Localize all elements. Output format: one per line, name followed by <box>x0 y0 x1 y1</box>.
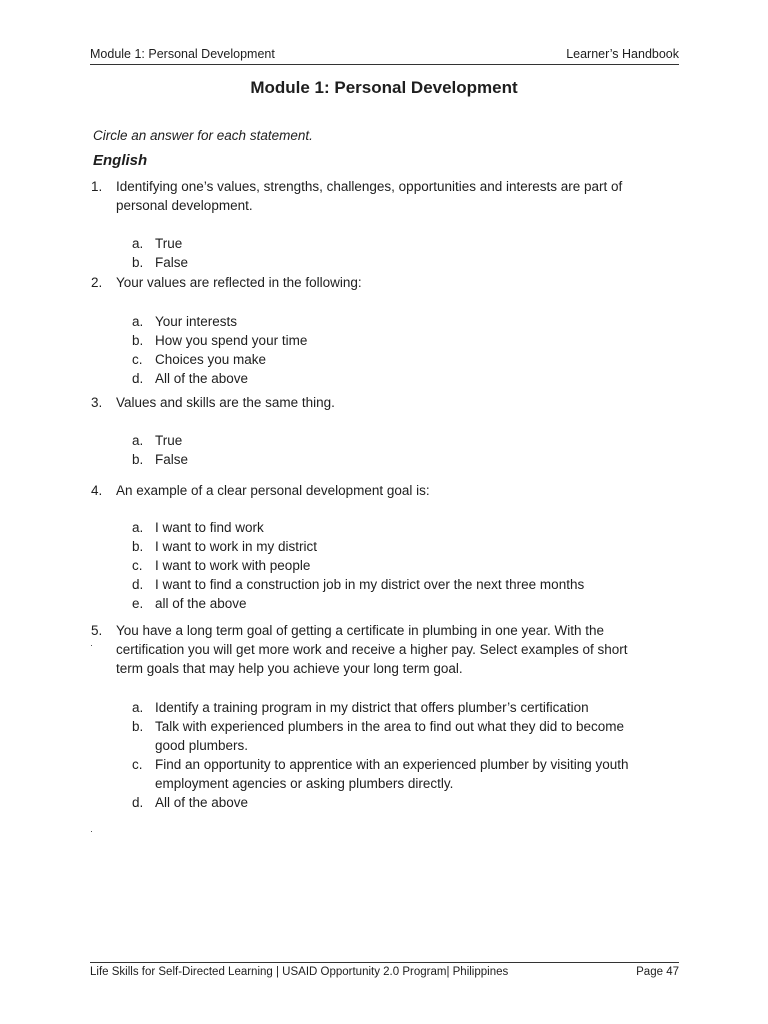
option-text: Your interests <box>155 314 238 329</box>
question-number: 1. <box>91 179 103 194</box>
option-letter: a. <box>132 314 144 329</box>
option-item[interactable] <box>132 350 652 369</box>
option-letter: a. <box>132 520 144 535</box>
question-1-options <box>132 234 652 272</box>
question-2-options <box>132 312 652 388</box>
option-item[interactable] <box>132 793 652 812</box>
stray-mark: · <box>90 826 93 836</box>
option-item[interactable] <box>132 698 652 717</box>
option-letter: d. <box>132 577 144 592</box>
question-text: You have a long term goal of getting a certificate in plumbing in one year. With the certification you will get more work and receive a higher pay. Select examples of short term goals that may help you achieve your long term goal. <box>116 623 628 676</box>
option-letter: b. <box>132 452 144 467</box>
option-text: I want to find a construction job in my district over the next three months <box>155 577 585 592</box>
question-5-options <box>132 698 652 812</box>
question-2 <box>91 273 651 292</box>
option-letter: b. <box>132 333 144 348</box>
option-item[interactable] <box>132 575 652 594</box>
option-item[interactable] <box>132 253 652 272</box>
option-text: True <box>155 433 183 448</box>
question-4 <box>91 481 651 500</box>
option-letter: a. <box>132 700 144 715</box>
option-item[interactable] <box>132 518 652 537</box>
option-letter: e. <box>132 596 144 611</box>
question-text: Identifying one’s values, strengths, challenges, opportunities and interests are part of personal development. <box>116 179 623 213</box>
option-text: I want to work with people <box>155 558 311 573</box>
option-text: False <box>155 452 189 467</box>
option-text: False <box>155 255 189 270</box>
option-text: Choices you make <box>155 352 267 367</box>
option-item[interactable] <box>132 594 652 613</box>
footer-program-text: Life Skills for Self-Directed Learning | USAID Opportunity 2.0 Program| Philippines <box>90 966 509 978</box>
option-item[interactable] <box>132 755 652 793</box>
page-footer <box>90 962 679 978</box>
option-item[interactable] <box>132 312 652 331</box>
page-title: Module 1: Personal Development <box>250 78 518 97</box>
option-item[interactable] <box>132 431 652 450</box>
question-3 <box>91 393 651 412</box>
option-text: All of the above <box>155 795 249 810</box>
option-letter: b. <box>132 255 144 270</box>
option-letter: c. <box>132 757 143 772</box>
option-letter: d. <box>132 795 144 810</box>
question-5 <box>91 621 651 678</box>
option-item[interactable] <box>132 556 652 575</box>
option-letter: b. <box>132 539 144 554</box>
option-item[interactable] <box>132 331 652 350</box>
option-letter: c. <box>132 352 143 367</box>
page-number: Page 47 <box>636 966 679 978</box>
option-text: True <box>155 236 183 251</box>
option-item[interactable] <box>132 234 652 253</box>
option-item[interactable] <box>132 369 652 388</box>
question-number: 5. <box>91 623 103 638</box>
page-header <box>90 47 679 65</box>
question-3-options <box>132 431 652 469</box>
option-text: Identify a training program in my district that offers plumber’s certification <box>155 700 589 715</box>
option-text: Find an opportunity to apprentice with an experienced plumber by visiting youth employment agencies or asking plumbers directly. <box>155 757 629 791</box>
question-text: Your values are reflected in the following: <box>116 275 362 290</box>
header-module-title: Module 1: Personal Development <box>90 47 275 61</box>
question-1 <box>91 177 651 215</box>
option-letter: a. <box>132 433 144 448</box>
option-text: All of the above <box>155 371 249 386</box>
question-number: 2. <box>91 275 103 290</box>
option-item[interactable] <box>132 717 652 755</box>
option-text: Talk with experienced plumbers in the area to find out what they did to become good plumbers. <box>155 719 625 753</box>
question-number: 3. <box>91 395 103 410</box>
question-text: Values and skills are the same thing. <box>116 395 335 410</box>
option-text: I want to work in my district <box>155 539 318 554</box>
option-text: I want to find work <box>155 520 264 535</box>
option-text: How you spend your time <box>155 333 308 348</box>
option-letter: a. <box>132 236 144 251</box>
option-item[interactable] <box>132 537 652 556</box>
option-letter: d. <box>132 371 144 386</box>
stray-mark: · <box>90 640 93 650</box>
instruction-text: Circle an answer for each statement. <box>93 128 313 143</box>
header-handbook-title: Learner’s Handbook <box>566 47 679 61</box>
question-4-options <box>132 518 652 613</box>
option-item[interactable] <box>132 450 652 469</box>
question-number: 4. <box>91 483 103 498</box>
option-letter: c. <box>132 558 143 573</box>
option-text: all of the above <box>155 596 247 611</box>
option-letter: b. <box>132 719 144 734</box>
section-heading: English <box>93 152 148 169</box>
question-text: An example of a clear personal development goal is: <box>116 483 430 498</box>
